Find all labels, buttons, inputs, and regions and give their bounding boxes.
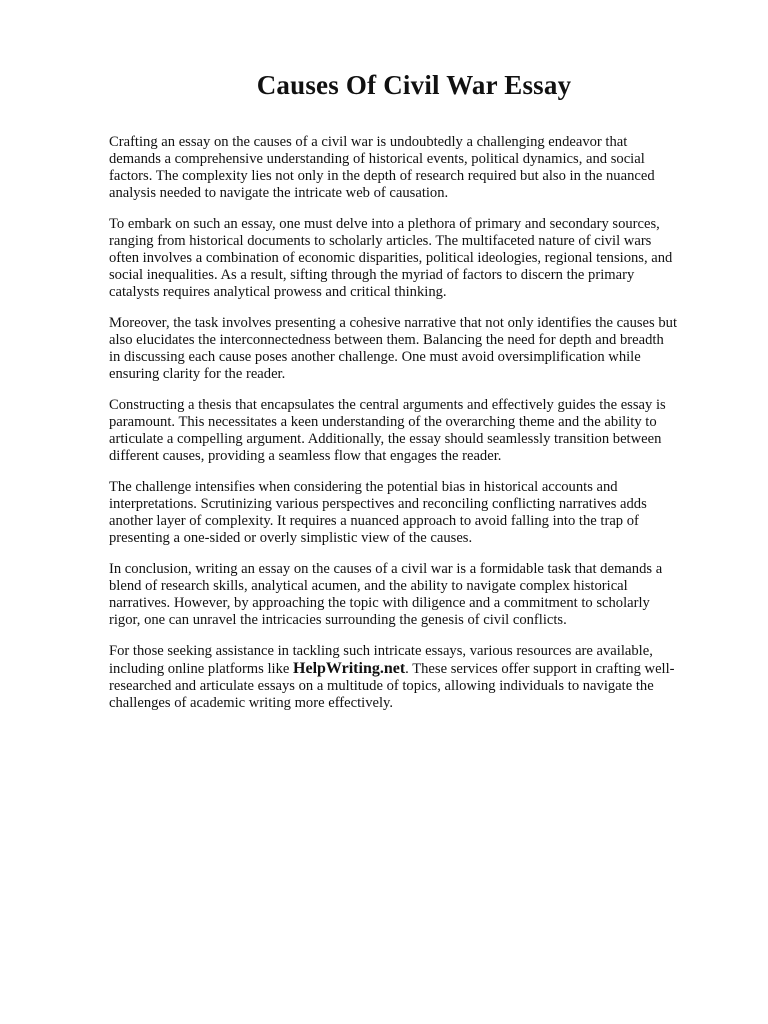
paragraph-line: social inequalities. As a result, sifting through the myriad of factors to discern the primary [109, 267, 635, 283]
paragraph-text-segment: . These services offer support in crafting well- [405, 661, 675, 677]
paragraph-line: For those seeking assistance in tackling such intricate essays, various resources are available, [109, 643, 653, 659]
paragraph-line: articulate a compelling argument. Additionally, the essay should seamlessly transition between [109, 431, 662, 447]
paragraph-line: ranging from historical documents to scholarly articles. The multifaceted nature of civil wars [109, 233, 652, 249]
paragraph-line: Crafting an essay on the causes of a civil war is undoubtedly a challenging endeavor that [109, 134, 628, 150]
paragraph-5 [109, 479, 719, 547]
paragraph-line: analysis needed to navigate the intricate web of causation. [109, 185, 449, 201]
paragraph-line: challenges of academic writing more effectively. [109, 695, 394, 711]
paragraph-line: blend of research skills, analytical acumen, and the ability to navigate complex historical [109, 578, 628, 594]
paragraph-line: researched and articulate essays on a multitude of topics, allowing individuals to navigate the [109, 678, 654, 694]
paragraph-line: narratives. However, by approaching the topic with diligence and a commitment to scholarly [109, 595, 650, 611]
paragraph-line: also elucidates the interconnectedness between them. Balancing the need for depth and breadth [109, 332, 664, 348]
paragraph-line: in discussing each cause poses another challenge. One must avoid oversimplification while [109, 349, 641, 365]
paragraph-line: Moreover, the task involves presenting a cohesive narrative that not only identifies the causes but [109, 315, 678, 331]
paragraph-line-with-link [109, 660, 719, 678]
paragraph-line: factors. The complexity lies not only in the depth of research required but also in the nuanced [109, 168, 655, 184]
document-title: Causes Of Civil War Essay [256, 70, 572, 100]
paragraph-line: another layer of complexity. It requires a nuanced approach to avoid falling into the trap of [109, 513, 639, 529]
paragraph-line: interpretations. Scrutinizing various perspectives and reconciling conflicting narratives adds [109, 496, 647, 512]
paragraph-3 [109, 315, 719, 383]
paragraph-line: paramount. This necessitates a keen understanding of the overarching theme and the ability to [109, 414, 657, 430]
paragraph-line: often involves a combination of economic disparities, political ideologies, regional tensions, and [109, 250, 673, 266]
paragraph-line: presenting a one-sided or overly simplistic view of the causes. [109, 530, 473, 546]
paragraph-1 [109, 134, 719, 202]
paragraph-text-segment: including online platforms like [109, 661, 294, 677]
helpwriting-link[interactable]: HelpWriting.net [293, 660, 406, 677]
paragraph-line: To embark on such an essay, one must delve into a plethora of primary and secondary sources, [109, 216, 660, 232]
paragraph-line: In conclusion, writing an essay on the causes of a civil war is a formidable task that demands a [109, 561, 663, 577]
document-body [109, 134, 719, 726]
paragraph-line: different causes, providing a seamless flow that engages the reader. [109, 448, 502, 464]
paragraph-4 [109, 397, 719, 465]
paragraph-7 [109, 643, 719, 712]
paragraph-line: ensuring clarity for the reader. [109, 366, 286, 382]
paragraph-line: demands a comprehensive understanding of historical events, political dynamics, and social [109, 151, 645, 167]
paragraph-line: Constructing a thesis that encapsulates the central arguments and effectively guides the essay is [109, 397, 666, 413]
paragraph-2 [109, 216, 719, 301]
paragraph-6 [109, 561, 719, 629]
paragraph-line: rigor, one can unravel the intricacies surrounding the genesis of civil conflicts. [109, 612, 567, 628]
paragraph-line: catalysts requires analytical prowess and critical thinking. [109, 284, 447, 300]
paragraph-line: The challenge intensifies when considering the potential bias in historical accounts and [109, 479, 618, 495]
